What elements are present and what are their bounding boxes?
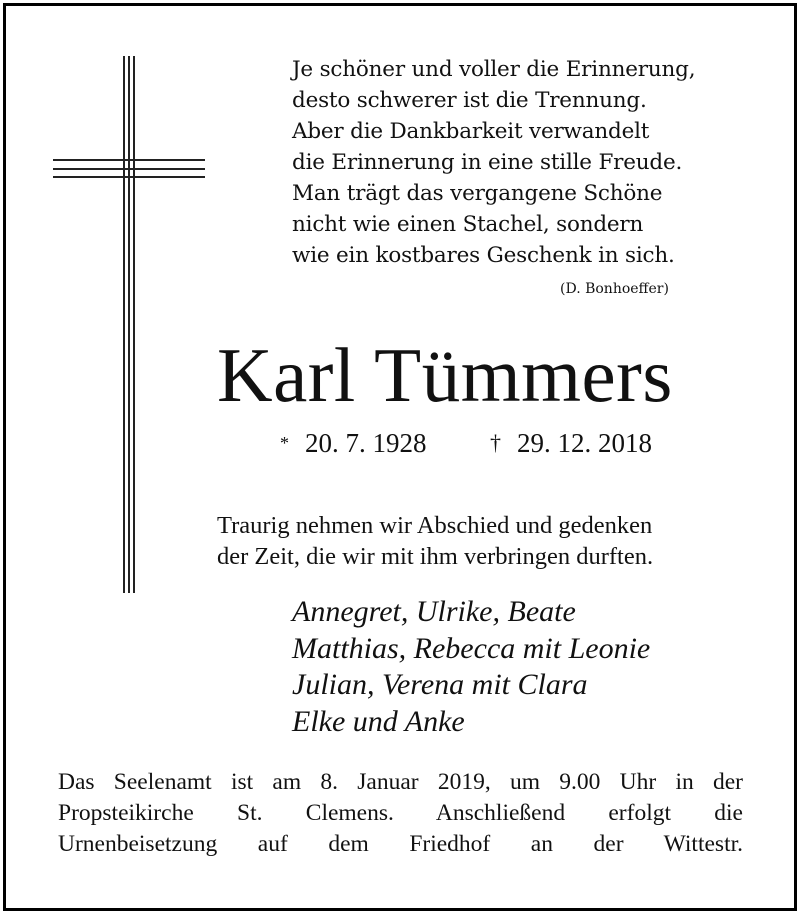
- cross-icon: [53, 56, 205, 593]
- quote-line: nicht wie einen Stachel, sondern: [292, 212, 644, 237]
- mourners-list: [292, 594, 650, 740]
- service-line: Urnenbeisetzung auf dem Friedhof an der Wittestr.: [58, 831, 743, 857]
- quote-line: die Erinnerung in eine stille Freude.: [292, 150, 683, 175]
- condolence-line: der Zeit, die wir mit ihm verbringen durften.: [217, 543, 654, 570]
- service-line: Propsteikirche St. Clemens. Anschließend erfolgt die: [58, 800, 743, 826]
- quote: [292, 54, 762, 271]
- mourner-line: Elke und Anke: [292, 704, 465, 738]
- death-dagger-icon: †: [490, 430, 501, 455]
- mourner-line: Annegret, Ulrike, Beate: [292, 595, 576, 628]
- deceased-name: Karl Tümmers: [217, 332, 673, 418]
- birth-date: 20. 7. 1928: [305, 428, 427, 458]
- mourner-line: Matthias, Rebecca mit Leonie: [292, 631, 651, 665]
- quote-line: desto schwerer ist die Trennung.: [292, 88, 647, 113]
- quote-author: (D. Bonhoeffer): [560, 281, 669, 297]
- quote-line: wie ein kostbares Geschenk in sich.: [292, 243, 675, 268]
- death-date-group: [490, 423, 652, 463]
- quote-line: Aber die Dankbarkeit verwandelt: [292, 119, 650, 144]
- quote-line: Je schöner und voller die Erinnerung,: [292, 57, 696, 82]
- service-line: Das Seelenamt ist am 8. Januar 2019, um 9.00 Uhr in der: [58, 769, 743, 795]
- mourner-line: Julian, Verena mit Clara: [292, 668, 588, 701]
- quote-line: Man trägt das vergangene Schöne: [292, 181, 663, 206]
- birth-star-icon: *: [280, 433, 289, 453]
- condolence-line: Traurig nehmen wir Abschied und gedenken: [217, 512, 653, 539]
- service-info: [58, 767, 743, 860]
- condolence-text: [217, 510, 653, 572]
- birth-date-group: [280, 423, 427, 463]
- death-date: 29. 12. 2018: [517, 428, 652, 458]
